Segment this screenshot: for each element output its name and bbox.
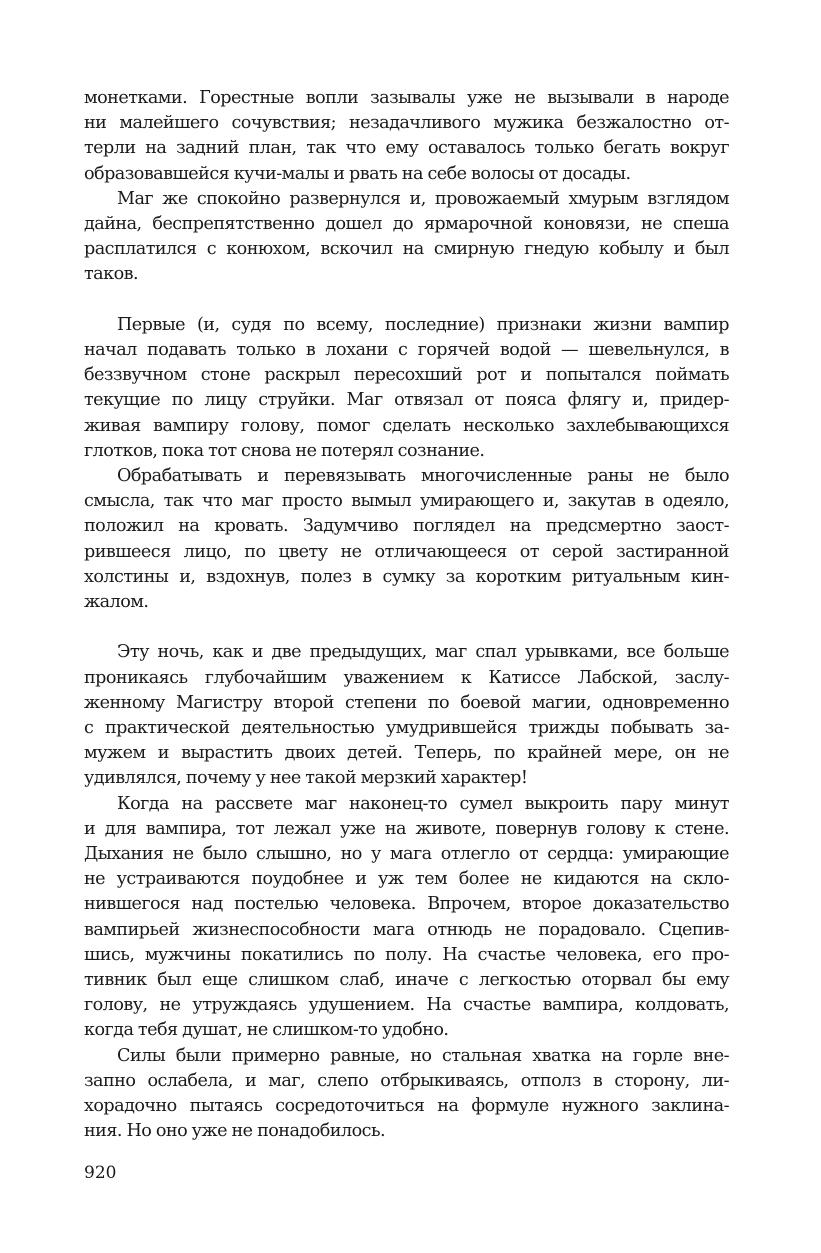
paragraph-7	[84, 1044, 729, 1145]
text-line: Дыхания не было слышно, но у мага отлегло от сердца: умирающие	[84, 844, 729, 865]
text-line: терли на задний план, так что ему оставалось только бегать вокруг	[84, 138, 729, 159]
page-number: 920	[84, 1163, 117, 1183]
text-line: проникаясь глубочайшим уважением к Катиссе Лабской, заслу-	[84, 667, 729, 688]
section-break	[84, 288, 729, 313]
text-line: монетками. Горестные вопли зазывалы уже не вызывали в народе	[84, 88, 729, 108]
text-line: шись, мужчины покатились по полу. На счастье человека, его про-	[84, 944, 729, 965]
text-line: Когда на рассвете маг наконец-то сумел выкроить пару минут	[117, 793, 729, 814]
text-line: мужем и вырастить двоих детей. Теперь, по крайней мере, он не	[84, 743, 729, 764]
paragraph-6	[84, 792, 729, 1044]
text-line: и для вампира, тот лежал уже на животе, повернув голову к стене.	[84, 818, 729, 839]
text-line: жалом.	[84, 592, 149, 613]
text-line: запно ослабела, и маг, слепо отбрыкиваясь, отполз в сторону, ли-	[84, 1070, 729, 1091]
text-line: образовавшейся кучи-малы и рвать на себе волосы от досады.	[84, 163, 631, 184]
text-line: беззвучном стоне раскрыл пересохший рот и попытался поймать	[84, 365, 729, 386]
text-line: смысла, так что маг просто вымыл умирающего и, закутав в одеяло,	[84, 491, 729, 512]
text-line: не устраиваются поудобнее и уж тем более не кидаются на скло-	[84, 869, 729, 890]
text-line: Эту ночь, как и две предыдущих, маг спал урывками, все больше	[117, 642, 729, 663]
text-line: с практической деятельностью умудрившейся трижды побывать за-	[84, 718, 729, 739]
text-line: хорадочно пытаясь сосредоточиться на формуле нужного заклина-	[84, 1096, 729, 1117]
text-line: начал подавать только в лохани с горячей водой — шевельнулся, в	[84, 340, 729, 361]
section-break	[84, 615, 729, 640]
text-line: тивник был еще слишком слаб, иначе с легкостью оторвал бы ему	[84, 970, 729, 991]
paragraph-5	[84, 640, 729, 791]
text-line: дайна, беспрепятственно дошел до ярмарочной коновязи, не спеша	[84, 214, 729, 235]
text-line: холстины и, вздохнув, полез в сумку за коротким ритуальным кин-	[84, 566, 729, 587]
text-line: удивлялся, почему у нее такой мерзкий характер!	[84, 768, 528, 789]
text-line: глотков, пока тот снова не потерял сознание.	[84, 440, 485, 461]
text-line: таков.	[84, 264, 139, 285]
text-line: Силы были примерно равные, но стальная хватка на горле вне-	[117, 1045, 729, 1066]
text-line: расплатился с конюхом, вскочил на смирную гнедую кобылу и был	[84, 239, 729, 260]
paragraph-3	[84, 313, 729, 464]
text-line: Обрабатывать и перевязывать многочисленные раны не было	[117, 466, 729, 487]
page-body	[84, 86, 729, 1145]
text-line: ния. Но оно уже не понадобилось.	[84, 1121, 386, 1142]
paragraph-4	[84, 464, 729, 615]
text-line: положил на кровать. Задумчиво поглядел на предсмертно заост-	[84, 516, 729, 537]
text-line: ни малейшего сочувствия; незадачливого мужика безжалостно от-	[84, 113, 729, 134]
text-line: текущие по лицу струйки. Маг отвязал от пояса флягу и, придер-	[84, 390, 729, 411]
text-line: рившееся лицо, по цвету не отличающееся от серой застиранной	[84, 541, 729, 562]
text-line: Маг же спокойно развернулся и, провожаемый хмурым взглядом	[117, 188, 729, 209]
text-line: женному Магистру второй степени по боевой магии, одновременно	[84, 692, 729, 713]
paragraph-1	[84, 86, 729, 187]
text-line: когда тебя душат, не слишком-то удобно.	[84, 1020, 449, 1041]
paragraph-2	[84, 187, 729, 288]
text-line: живая вампиру голову, помог сделать несколько захлебывающихся	[84, 415, 729, 436]
text-line: вампирьей жизнеспособности мага отнюдь не порадовало. Сцепив-	[84, 919, 729, 940]
text-line: голову, не утруждаясь удушением. На счастье вампира, колдовать,	[84, 995, 729, 1016]
text-line: нившегося над постелью человека. Впрочем, второе доказательство	[84, 894, 729, 915]
text-line: Первые (и, судя по всему, последние) признаки жизни вампир	[117, 314, 729, 335]
